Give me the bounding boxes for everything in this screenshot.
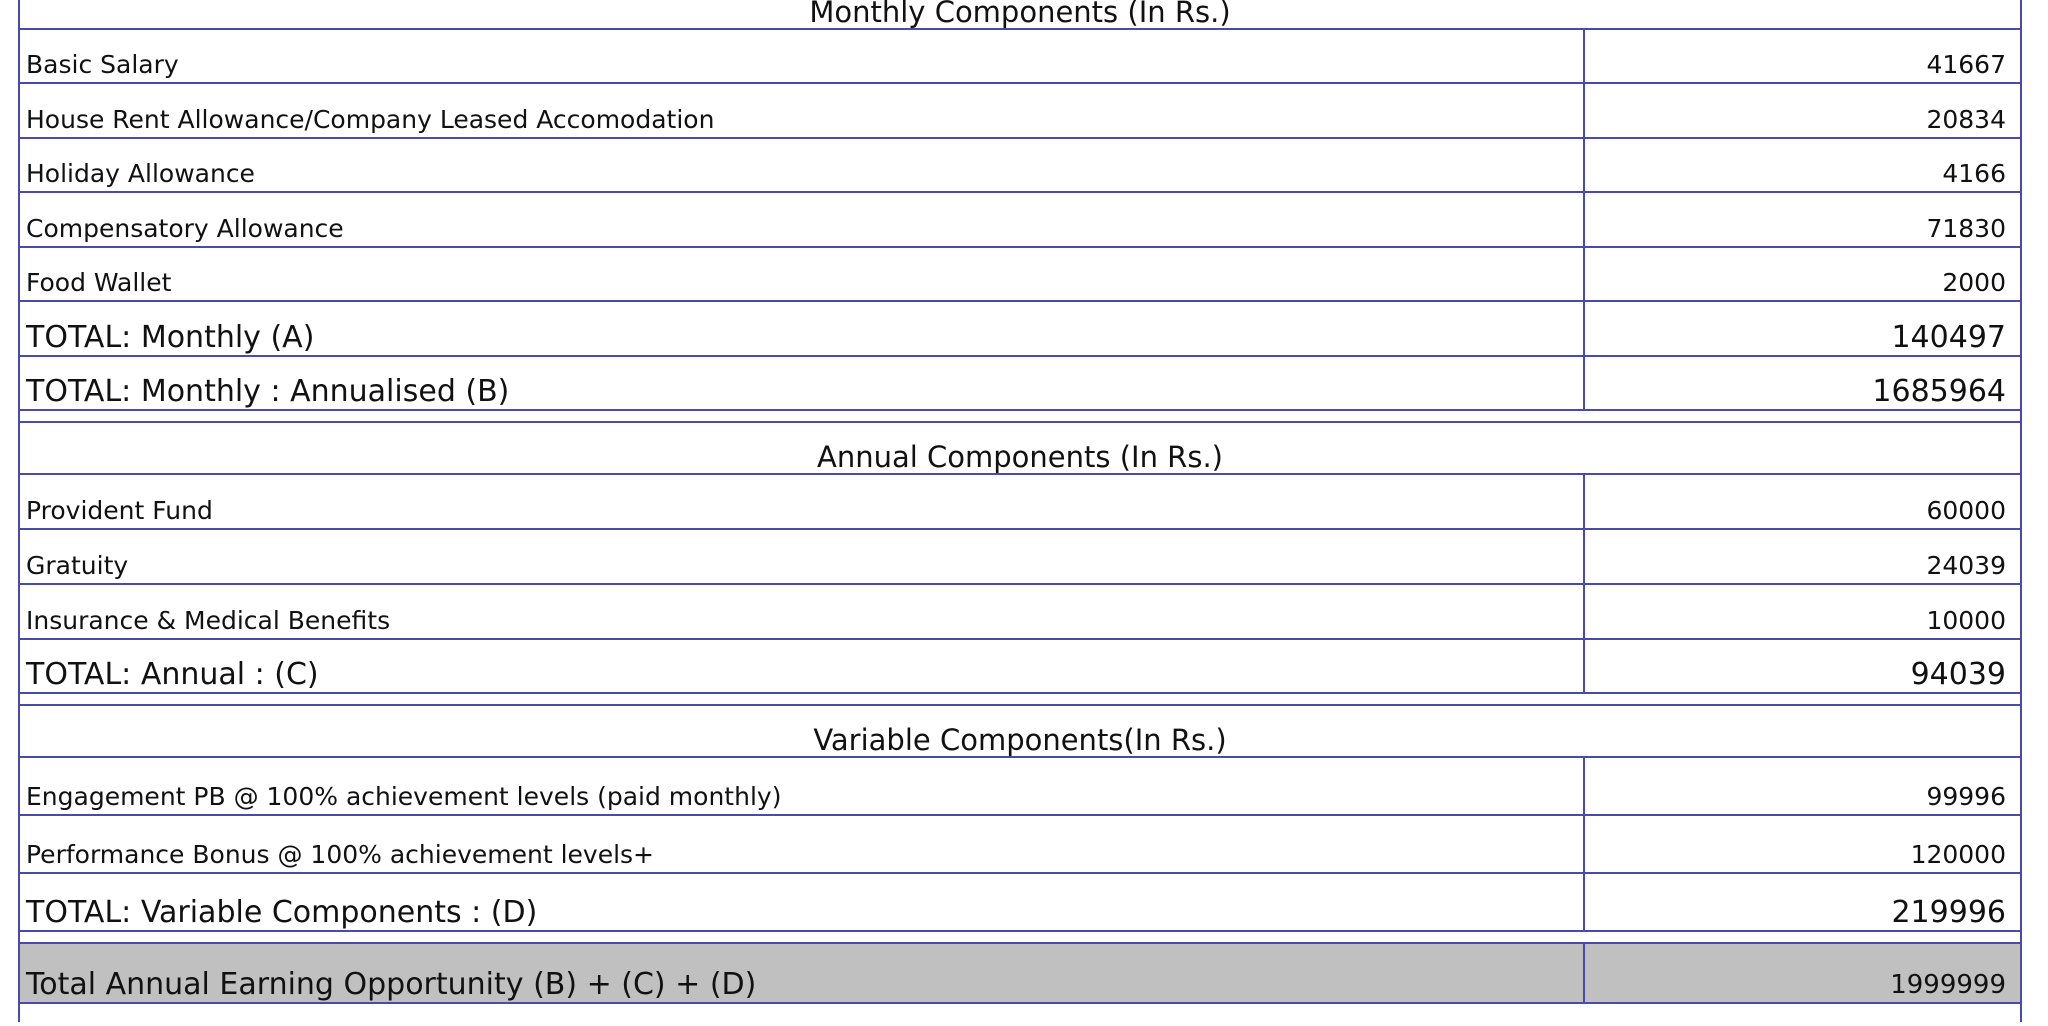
table-bottom-spacer — [20, 1004, 2020, 1022]
row-label: Food Wallet — [26, 268, 172, 297]
annual-section-header — [20, 423, 2020, 475]
table-row — [20, 475, 2020, 530]
row-label: Performance Bonus @ 100% achievement levels+ — [26, 840, 655, 869]
total-value: 219996 — [1891, 895, 2006, 930]
table-row — [20, 30, 2020, 84]
row-value: 71830 — [1926, 214, 2006, 243]
total-value: 140497 — [1891, 320, 2006, 355]
grand-total-row — [20, 944, 2020, 1004]
variable-section-header — [20, 706, 2020, 758]
row-label: Gratuity — [26, 551, 129, 580]
total-annualised-row — [20, 357, 2020, 411]
table-row — [20, 816, 2020, 874]
row-label: Engagement PB @ 100% achievement levels (paid monthly) — [26, 782, 782, 811]
total-value: 1685964 — [1872, 374, 2006, 409]
total-label: TOTAL: Monthly : Annualised (B) — [26, 374, 510, 409]
row-value: 20834 — [1926, 105, 2006, 134]
row-value: 4166 — [1942, 159, 2006, 188]
row-value: 120000 — [1910, 840, 2006, 869]
row-value: 24039 — [1926, 551, 2006, 580]
row-value: 2000 — [1942, 268, 2006, 297]
row-label: Compensatory Allowance — [26, 214, 344, 243]
section-gap — [20, 694, 2020, 706]
table-row — [20, 84, 2020, 139]
grand-total-value: 1999999 — [1890, 970, 2006, 1000]
table-row — [20, 248, 2020, 302]
row-label: Basic Salary — [26, 50, 179, 79]
row-value: 10000 — [1926, 606, 2006, 635]
total-label: TOTAL: Annual : (C) — [26, 657, 319, 692]
table-row — [20, 139, 2020, 193]
section-gap — [20, 932, 2020, 944]
row-label: Holiday Allowance — [26, 159, 255, 188]
row-label: Insurance & Medical Benefits — [26, 606, 391, 635]
table-row — [20, 585, 2020, 640]
monthly-section-header — [20, 0, 2020, 30]
table-row — [20, 758, 2020, 816]
monthly-header-text: Monthly Components (In Rs.) — [809, 0, 1231, 29]
total-value: 94039 — [1910, 657, 2006, 692]
row-label: House Rent Allowance/Company Leased Accomodation — [26, 105, 715, 134]
salary-breakup-table — [18, 0, 2022, 1022]
variable-header-text: Variable Components(In Rs.) — [813, 723, 1227, 757]
total-label: TOTAL: Variable Components : (D) — [26, 895, 538, 930]
total-annual-row — [20, 640, 2020, 694]
table-row — [20, 193, 2020, 248]
total-variable-row — [20, 874, 2020, 932]
row-value: 99996 — [1926, 782, 2006, 811]
row-value: 60000 — [1926, 496, 2006, 525]
row-value: 41667 — [1926, 50, 2006, 79]
grand-total-label: Total Annual Earning Opportunity (B) + (C) + (D) — [26, 967, 757, 1002]
total-label: TOTAL: Monthly (A) — [26, 320, 315, 355]
annual-header-text: Annual Components (In Rs.) — [817, 440, 1223, 474]
total-monthly-row — [20, 302, 2020, 357]
table-row — [20, 530, 2020, 585]
row-label: Provident Fund — [26, 496, 213, 525]
section-gap — [20, 411, 2020, 423]
